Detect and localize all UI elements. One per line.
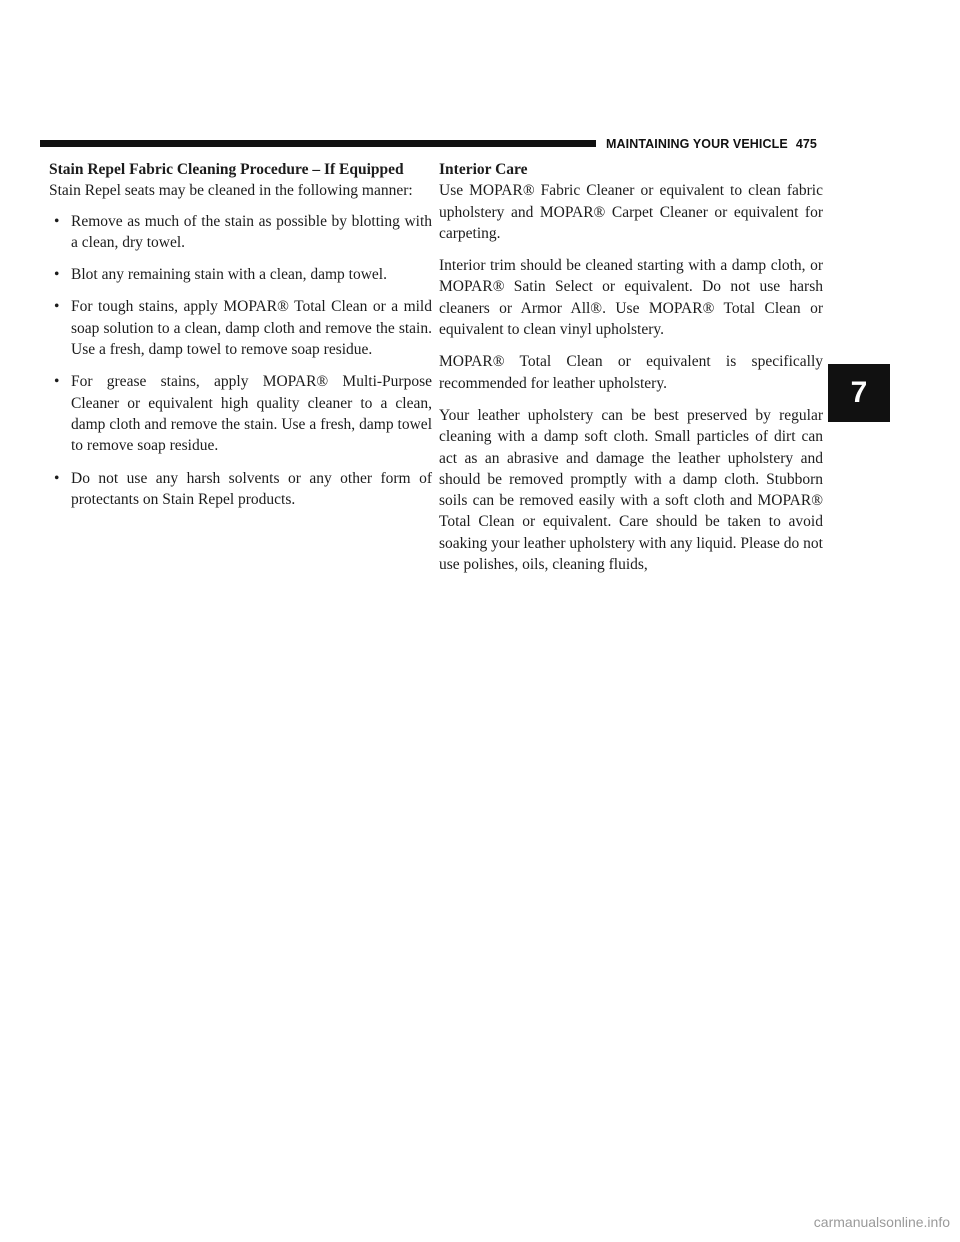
- list-item: • For grease stains, apply MOPAR® Multi-Purpose Cleaner or equivalent high quality cleaner to a clean, damp cloth and remove the stain. Use a fresh, damp towel to remove soap residue.: [54, 373, 432, 455]
- paragraph: MOPAR® Total Clean or equivalent is specifically recommended for leather upholstery.: [439, 353, 823, 392]
- list-item: • Do not use any harsh solvents or any other form of protectants on Stain Repel products.: [54, 469, 432, 508]
- section-title: MAINTAINING YOUR VEHICLE: [606, 137, 788, 151]
- bullet-icon: •: [54, 373, 60, 391]
- header-rule: [40, 140, 596, 147]
- list-item: • Remove as much of the stain as possible by blotting with a clean, dry towel.: [54, 212, 432, 251]
- bullet-icon: •: [54, 469, 60, 487]
- running-header: [606, 137, 826, 151]
- right-column: [439, 159, 823, 586]
- bullet-icon: •: [54, 212, 60, 230]
- left-column: [49, 159, 432, 521]
- bullet-icon: •: [54, 298, 60, 316]
- list-item: • For tough stains, apply MOPAR® Total Clean or a mild soap solution to a clean, damp cloth and remove the stain. Use a fresh, damp towel to remove soap residue.: [54, 298, 432, 359]
- bullet-icon: •: [54, 266, 60, 284]
- paragraph: Your leather upholstery can be best preserved by regular cleaning with a damp soft cloth. Small particles of dirt can act as an abrasive and damage the leather upholstery and should be removed promptly with a damp cloth. Stubborn soils can be removed easily with a soft cloth and MOPAR® Total Clean or equivalent. Care should be taken to avoid soaking your leather upholstery with any liquid. Please do not use polishes, oils, cleaning fluids,: [439, 406, 823, 574]
- paragraph: Interior trim should be cleaned starting with a damp cloth, or MOPAR® Satin Select or equivalent. Do not use harsh cleaners or Armor All®. Use MOPAR® Total Clean or equivalent to clean vinyl upholstery.: [439, 257, 823, 339]
- interior-care-heading: Interior Care: [439, 161, 528, 178]
- stain-repel-steps: [49, 211, 432, 511]
- chapter-tab: 7: [828, 364, 890, 422]
- paragraph: Use MOPAR® Fabric Cleaner or equivalent to clean fabric upholstery and MOPAR® Carpet Cleaner or equivalent for carpeting.: [439, 182, 823, 242]
- watermark: carmanualsonline.info: [813, 1214, 950, 1230]
- stain-repel-intro: Stain Repel seats may be cleaned in the following manner:: [49, 182, 413, 200]
- list-item: • Blot any remaining stain with a clean, damp towel.: [49, 264, 432, 285]
- stain-repel-heading: Stain Repel Fabric Cleaning Procedure – If Equipped: [49, 161, 404, 178]
- page-number: 475: [795, 137, 817, 151]
